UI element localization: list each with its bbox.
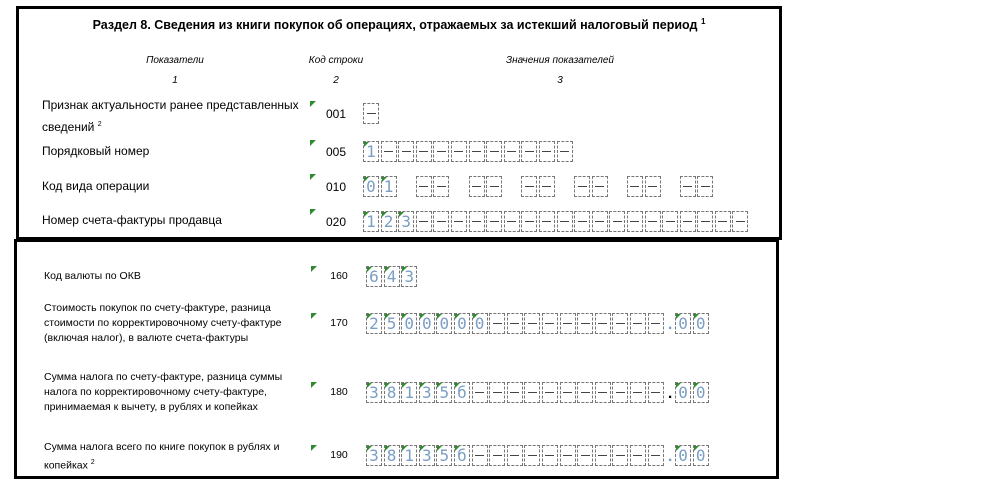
value-cell[interactable] bbox=[542, 445, 558, 466]
value-cell[interactable]: 2 bbox=[381, 211, 397, 232]
value-cell[interactable] bbox=[451, 211, 467, 232]
value-cell[interactable]: 0 bbox=[363, 176, 379, 197]
value-cell[interactable]: 0 bbox=[436, 313, 452, 334]
field-marker bbox=[310, 209, 316, 215]
row-170-label: Стоимость покупок по счету-фактуре, разница стоимости по корректировочному счету-фактуре (включая налог), в валюте счета-фактуры bbox=[44, 302, 282, 344]
column-header-code: Код строки bbox=[308, 55, 364, 66]
decimal-point: . bbox=[667, 385, 673, 402]
value-cell[interactable] bbox=[524, 313, 540, 334]
row-020-label: Номер счета-фактуры продавца bbox=[42, 213, 222, 227]
field-marker bbox=[310, 140, 316, 146]
value-cell[interactable] bbox=[560, 445, 576, 466]
value-cell[interactable] bbox=[612, 382, 628, 403]
value-cell[interactable] bbox=[680, 176, 696, 197]
decimal-point: . bbox=[667, 448, 673, 465]
value-cell[interactable]: б bbox=[454, 382, 470, 403]
row-160-label: Код валюты по ОКВ bbox=[44, 270, 141, 282]
value-cell[interactable]: 2 bbox=[366, 313, 382, 334]
row-010-label: Код вида операции bbox=[42, 179, 150, 193]
value-cell[interactable]: 1 bbox=[363, 211, 379, 232]
value-cell[interactable]: 0 bbox=[472, 313, 488, 334]
value-cell[interactable] bbox=[542, 313, 558, 334]
value-cell[interactable] bbox=[539, 141, 555, 162]
value-cell[interactable] bbox=[486, 211, 502, 232]
value-cell[interactable]: б bbox=[454, 445, 470, 466]
value-cell[interactable]: 1 bbox=[381, 176, 397, 197]
value-cell[interactable]: 8 bbox=[384, 445, 400, 466]
value-cell[interactable] bbox=[557, 211, 573, 232]
row-190-code: 190 bbox=[330, 449, 348, 461]
value-cell[interactable] bbox=[539, 176, 555, 197]
value-cell[interactable] bbox=[577, 313, 593, 334]
value-cell[interactable] bbox=[577, 382, 593, 403]
value-cell[interactable] bbox=[612, 445, 628, 466]
value-cell[interactable] bbox=[680, 211, 696, 232]
value-cell[interactable] bbox=[627, 211, 643, 232]
value-cell[interactable] bbox=[416, 141, 432, 162]
field-marker bbox=[310, 101, 316, 107]
value-cell[interactable]: 0 bbox=[693, 445, 709, 466]
value-cell[interactable] bbox=[504, 211, 520, 232]
row-001-label: Признак актуальности ранее представленных сведений $^2$ bbox=[42, 98, 299, 134]
value-cell[interactable]: 0 bbox=[454, 313, 470, 334]
value-cell[interactable] bbox=[507, 313, 523, 334]
value-cell[interactable] bbox=[416, 211, 432, 232]
value-cell[interactable]: 5 bbox=[436, 445, 452, 466]
row-180-code: 180 bbox=[330, 386, 348, 398]
value-cell[interactable] bbox=[560, 313, 576, 334]
value-cell[interactable] bbox=[472, 445, 488, 466]
value-cell[interactable] bbox=[560, 382, 576, 403]
value-cell[interactable]: 3 bbox=[419, 445, 435, 466]
value-cell[interactable] bbox=[398, 141, 414, 162]
value-cell[interactable]: 1 bbox=[401, 382, 417, 403]
row-005-label: Порядковый номер bbox=[42, 144, 150, 158]
value-cell[interactable] bbox=[524, 382, 540, 403]
value-cell[interactable]: 6 bbox=[366, 266, 382, 287]
value-cell[interactable] bbox=[521, 141, 537, 162]
value-cell[interactable]: 8 bbox=[384, 382, 400, 403]
value-cell[interactable] bbox=[416, 176, 432, 197]
value-cell[interactable] bbox=[363, 103, 379, 124]
row-005-value[interactable] bbox=[363, 141, 574, 162]
value-cell[interactable] bbox=[609, 211, 625, 232]
column-header-indicators: Показатели bbox=[146, 55, 204, 66]
value-cell[interactable] bbox=[507, 382, 523, 403]
value-cell[interactable] bbox=[715, 211, 731, 232]
row-190-label: Сумма налога всего по книге покупок в рублях и копейках $^2$ bbox=[44, 441, 280, 472]
row-170-code: 170 bbox=[330, 317, 348, 329]
row-001-value[interactable] bbox=[363, 103, 381, 124]
column-number-3: 3 bbox=[557, 75, 563, 86]
value-cell[interactable] bbox=[595, 445, 611, 466]
value-cell[interactable]: 3 bbox=[419, 382, 435, 403]
row-190-value[interactable] bbox=[366, 445, 710, 466]
value-cell[interactable]: 3 bbox=[398, 211, 414, 232]
value-cell[interactable] bbox=[630, 313, 646, 334]
field-marker bbox=[310, 174, 316, 180]
row-010-code: 010 bbox=[325, 180, 347, 194]
value-cell[interactable] bbox=[612, 313, 628, 334]
section-title: Раздел 8. Сведения из книги покупок об операциях, отражаемых за истекший налоговый период $^1$ bbox=[92, 17, 706, 33]
value-cell[interactable] bbox=[524, 445, 540, 466]
value-cell[interactable] bbox=[433, 141, 449, 162]
value-cell[interactable] bbox=[469, 141, 485, 162]
row-180-value[interactable] bbox=[366, 382, 710, 403]
value-cell[interactable] bbox=[521, 176, 537, 197]
value-cell[interactable] bbox=[557, 141, 573, 162]
field-marker bbox=[311, 313, 317, 319]
value-cell[interactable]: 0 bbox=[693, 313, 709, 334]
column-number-2: 2 bbox=[333, 75, 339, 86]
row-020-code: 020 bbox=[325, 215, 347, 229]
value-cell[interactable]: 3 bbox=[401, 266, 417, 287]
value-cell[interactable] bbox=[697, 176, 713, 197]
field-marker bbox=[311, 266, 317, 272]
value-cell[interactable] bbox=[645, 211, 661, 232]
value-cell[interactable] bbox=[489, 445, 505, 466]
value-cell[interactable] bbox=[648, 382, 664, 403]
field-marker bbox=[311, 445, 317, 451]
value-cell[interactable] bbox=[539, 211, 555, 232]
value-cell[interactable] bbox=[489, 382, 505, 403]
value-cell[interactable]: 3 bbox=[366, 445, 382, 466]
value-cell[interactable] bbox=[521, 211, 537, 232]
value-cell[interactable] bbox=[433, 176, 449, 197]
value-cell[interactable] bbox=[486, 141, 502, 162]
value-cell[interactable] bbox=[451, 141, 467, 162]
value-cell[interactable]: 0 bbox=[675, 382, 691, 403]
value-cell[interactable]: 5 bbox=[384, 313, 400, 334]
value-cell[interactable] bbox=[662, 211, 678, 232]
value-cell[interactable]: 0 bbox=[675, 313, 691, 334]
value-cell[interactable] bbox=[648, 445, 664, 466]
value-cell[interactable] bbox=[504, 141, 520, 162]
row-001-code: 001 bbox=[325, 107, 347, 121]
value-cell[interactable] bbox=[472, 382, 488, 403]
value-cell[interactable] bbox=[697, 211, 713, 232]
value-cell[interactable]: 3 bbox=[366, 382, 382, 403]
value-cell[interactable]: 1 bbox=[363, 141, 379, 162]
value-cell[interactable] bbox=[489, 313, 505, 334]
row-160-code: 160 bbox=[330, 270, 348, 282]
value-cell[interactable] bbox=[574, 176, 590, 197]
value-cell[interactable] bbox=[630, 445, 646, 466]
value-cell[interactable] bbox=[577, 445, 593, 466]
row-160-value[interactable] bbox=[366, 266, 419, 287]
value-cell[interactable] bbox=[592, 211, 608, 232]
value-cell[interactable]: 0 bbox=[693, 382, 709, 403]
value-cell[interactable] bbox=[542, 382, 558, 403]
value-cell[interactable] bbox=[732, 211, 748, 232]
field-marker bbox=[311, 382, 317, 388]
value-cell[interactable]: 0 bbox=[675, 445, 691, 466]
row-005-code: 005 bbox=[325, 145, 347, 159]
row-180-label: Сумма налога по счету-фактуре, разница суммы налога по корректировочному счету-фактуре, принимаемая к вычету, в рублях и копейках bbox=[44, 371, 283, 413]
value-cell[interactable] bbox=[595, 382, 611, 403]
value-cell[interactable] bbox=[648, 313, 664, 334]
value-cell[interactable]: 1 bbox=[401, 445, 417, 466]
value-cell[interactable]: 5 bbox=[436, 382, 452, 403]
value-cell[interactable] bbox=[592, 176, 608, 197]
value-cell[interactable]: 0 bbox=[401, 313, 417, 334]
value-cell[interactable] bbox=[630, 382, 646, 403]
value-cell[interactable] bbox=[469, 211, 485, 232]
value-cell[interactable] bbox=[469, 176, 485, 197]
column-number-1: 1 bbox=[172, 75, 178, 86]
decimal-point: . bbox=[667, 316, 673, 333]
value-cell[interactable] bbox=[645, 176, 661, 197]
value-cell[interactable] bbox=[574, 211, 590, 232]
value-cell[interactable] bbox=[381, 141, 397, 162]
value-cell[interactable] bbox=[627, 176, 643, 197]
row-020-value[interactable] bbox=[363, 211, 750, 232]
value-cell[interactable] bbox=[486, 176, 502, 197]
value-cell[interactable] bbox=[433, 211, 449, 232]
value-cell[interactable]: 4 bbox=[384, 266, 400, 287]
value-cell[interactable]: 0 bbox=[419, 313, 435, 334]
value-cell[interactable] bbox=[595, 313, 611, 334]
row-170-value[interactable] bbox=[366, 313, 710, 334]
value-cell[interactable] bbox=[507, 445, 523, 466]
column-header-values: Значения показателей bbox=[505, 55, 614, 66]
row-010-value[interactable] bbox=[363, 176, 715, 197]
